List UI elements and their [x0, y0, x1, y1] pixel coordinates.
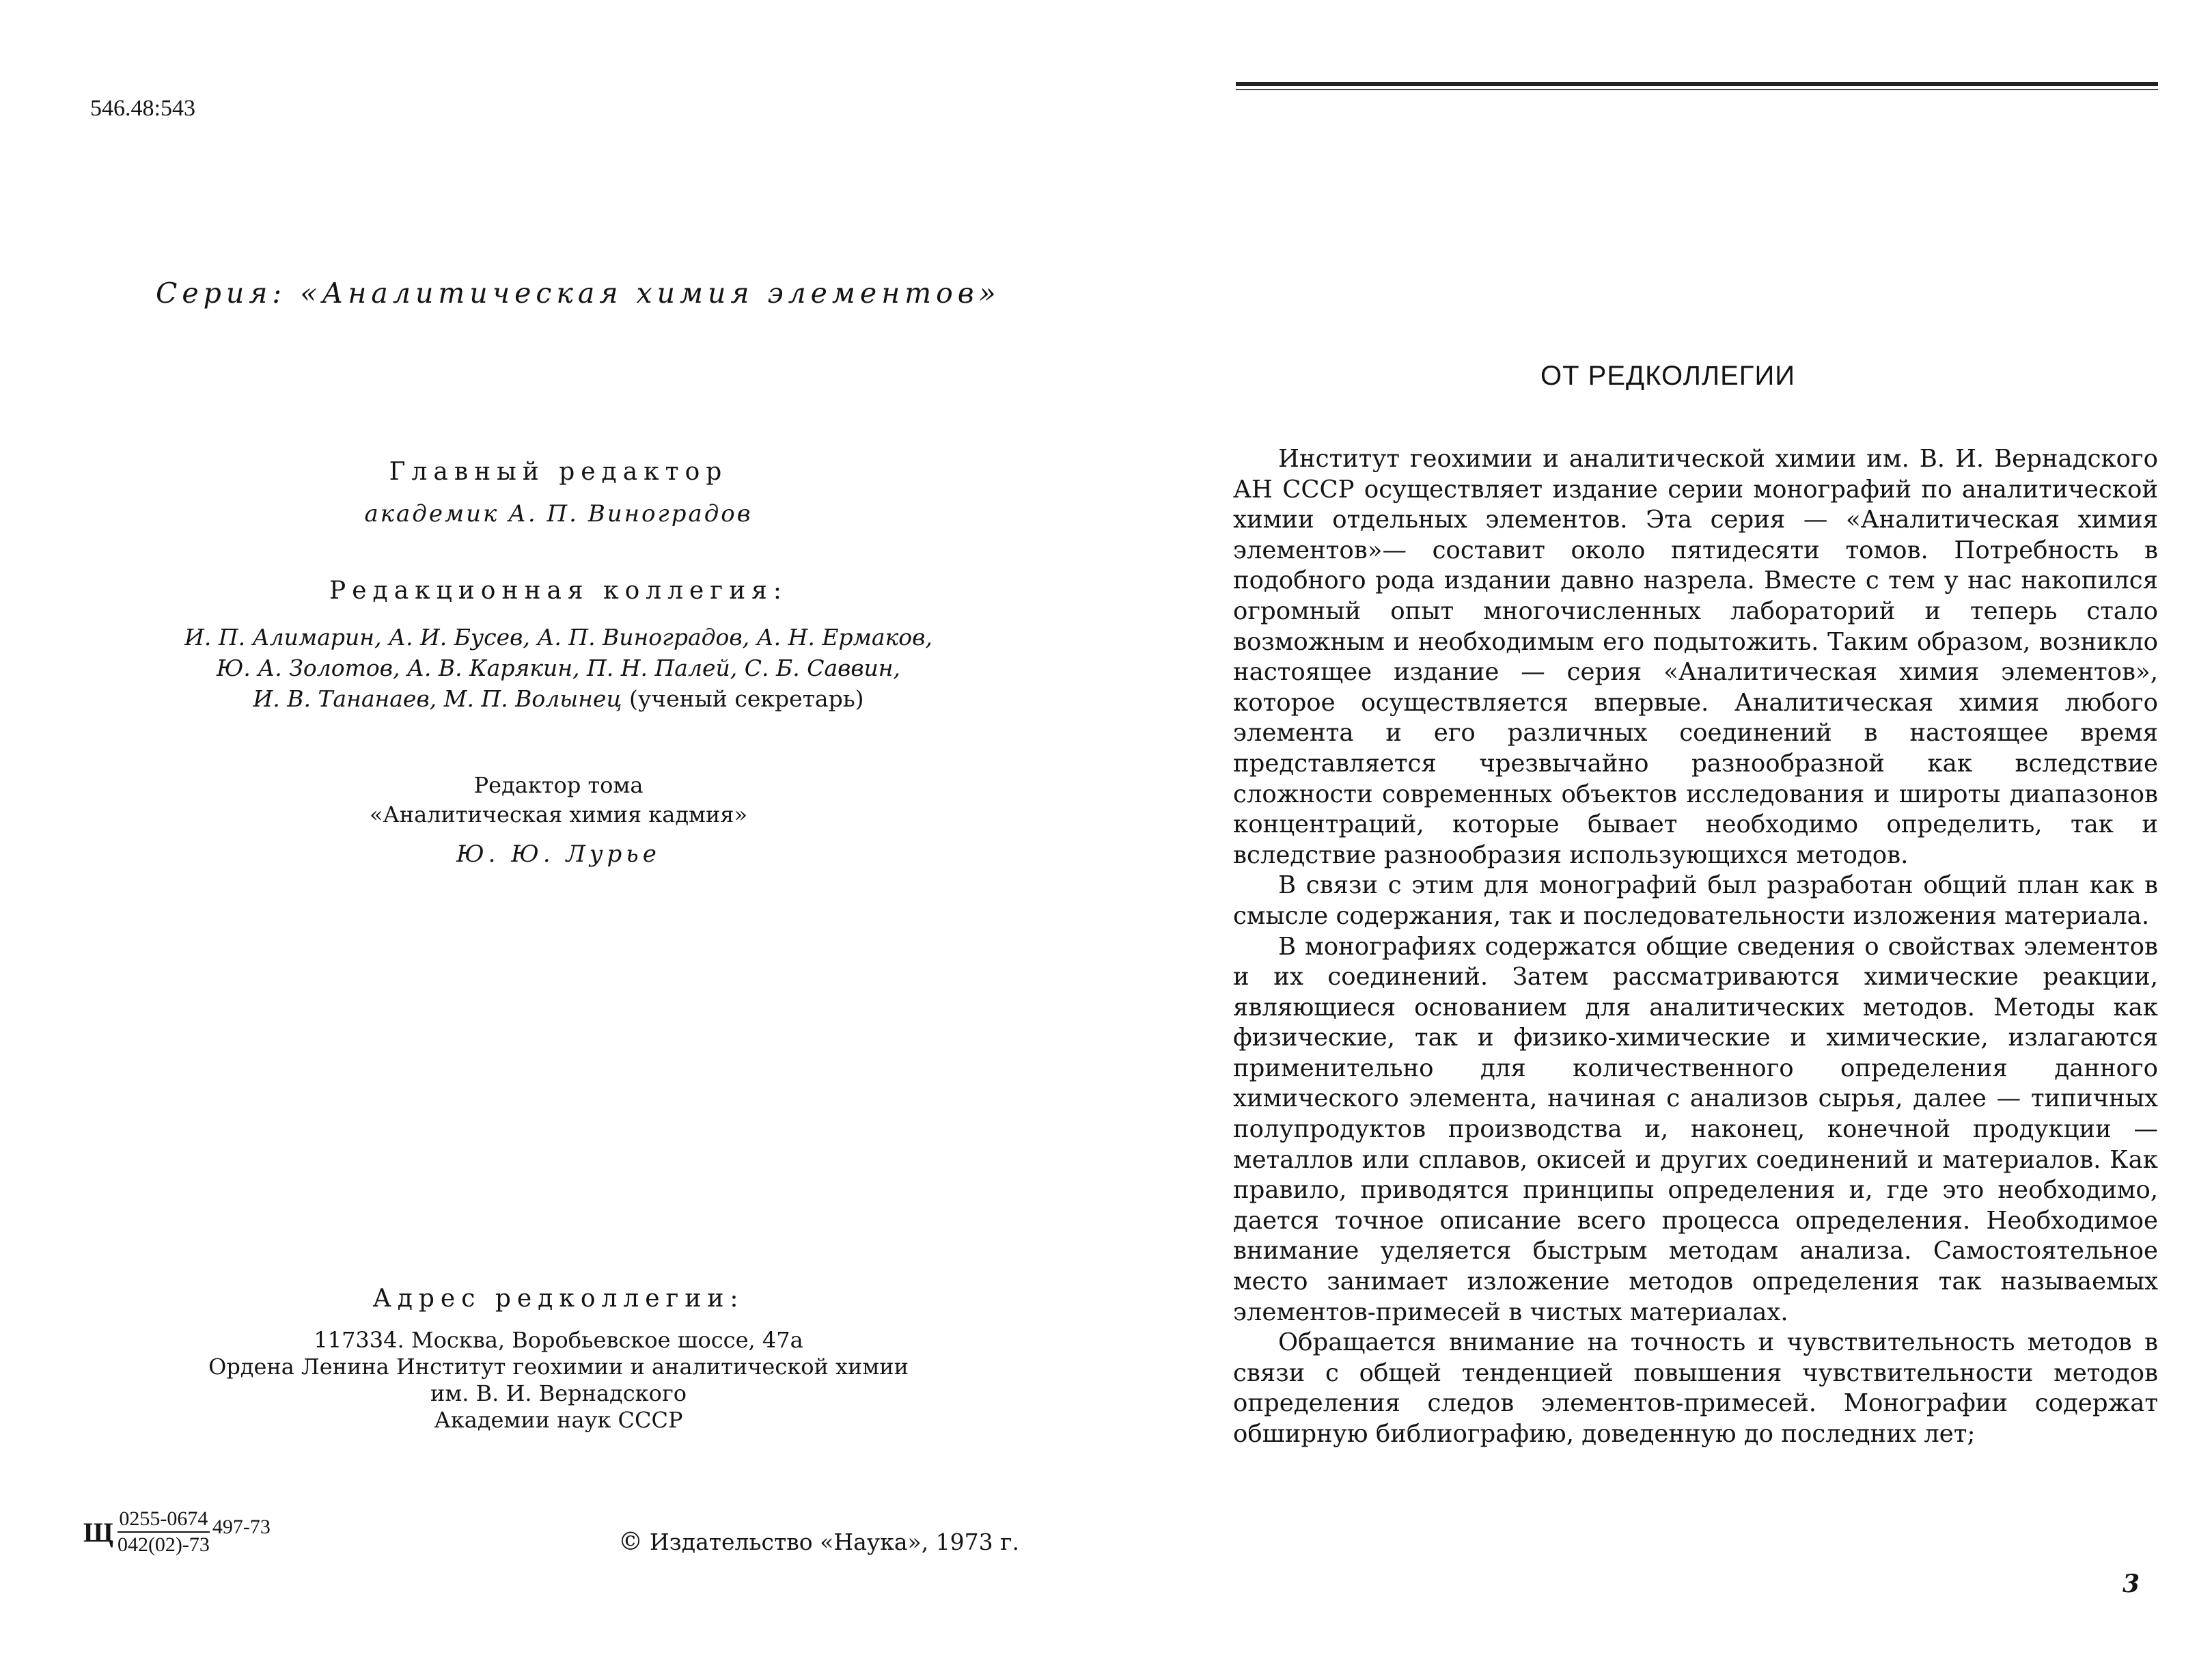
volume-editor-label-line: Редактор тома	[473, 772, 644, 798]
board-secretary-note: (ученый секретарь)	[628, 685, 864, 712]
catalog-suffix: 497-73	[212, 1516, 271, 1538]
address-line: им. В. И. Вернадского	[430, 1380, 687, 1406]
paragraph: Обращается внимание на точность и чувствительность методов в связи с общей тенденцией повышения чувствительности методов определения следов элементов-примесей. Монографии содержат обширную библиографию, доведенную до последних лет;	[1233, 1328, 2158, 1448]
right-page	[1106, 0, 2212, 1655]
volume-editor-name: Ю. Ю. Лурье	[456, 840, 661, 868]
catalog-numerator: 0255-0674	[117, 1507, 210, 1533]
volume-title: «Аналитическая химия кадмия»	[369, 802, 748, 828]
chief-editor-name: академик А. П. Виноградов	[364, 500, 753, 528]
catalog-denominator: 042(02)-73	[117, 1533, 210, 1556]
board-line: Ю. А. Золотов, А. В. Карякин, П. Н. Палей, С. Б. Саввин,	[216, 655, 901, 681]
udc-code: 546.48:543	[90, 96, 195, 121]
address-line: Академии наук СССР	[434, 1407, 683, 1433]
paragraph: В связи с этим для монографий был разработан общий план как в смысле содержания, так и последовательности изложения материала.	[1233, 871, 2158, 930]
copyright-icon: ©	[618, 1528, 643, 1556]
catalog-prefix: Щ	[83, 1516, 113, 1548]
board-line: И. В. Тананаев, М. П. Волынец	[253, 685, 622, 712]
paragraph: Институт геохимии и аналитической химии им. В. И. Вернадского АН СССР осуществляет издание серии монографий по аналитической химии отдельных элементов. Эта серия — «Аналитическая химия элементов»— составит около пятидесяти томов. Потребность в подобного рода издании давно назрела. Вместе с тем у нас накопился огромный опыт многочисленных лабораторий и теперь стало возможным и необходимым его подытожить. Таким образом, возникло настоящее издание — серия «Аналитическая химия элементов», которое осуществляется впервые. Аналитическая химия любого элемента и его различных соединений в настоящее время представляется чрезвычайно разнообразной как вследствие сложности современных объектов исследования и широты диапазонов концентраций, которые бывает необходимо определить, так и вследствие разнообразия использующихся методов.	[1233, 445, 2158, 869]
editorial-board-members	[89, 622, 1028, 714]
volume-editor-label	[89, 771, 1028, 830]
editorial-board-label: Редакционная коллегия:	[329, 577, 788, 605]
address-label: Адрес редколлегии:	[372, 1285, 745, 1313]
board-line: И. П. Алимарин, А. И. Бусев, А. П. Виноградов, А. Н. Ермаков,	[184, 624, 932, 651]
catalog-code	[83, 1507, 271, 1557]
paragraph: В монографиях содержатся общие сведения о свойствах элементов и их соединений. Затем рассматриваются химические реакции, являющиеся основанием для аналитических методов. Методы как физические, так и физико-химические и химические, излагаются применительно для количественного определения данного химического элемента, начиная с анализов сырья, далее — типичных полупродуктов производства и, наконец, конечной продукции — металлов или сплавов, окисей и других соединений и материалов. Как правило, приводятся принципы определения и, где это необходимо, дается точное описание всего процесса определения. Необходимое внимание уделяется быстрым методам анализа. Самостоятельное место занимает изложение методов определения так называемых элементов-примесей в чистых материалах.	[1233, 932, 2158, 1326]
board-line-last	[89, 683, 1028, 714]
body-text	[1233, 444, 2158, 1450]
address-line: 117334. Москва, Воробьевское шоссе, 47а	[314, 1327, 803, 1353]
copyright-text: Издательство «Наука», 1973 г.	[650, 1529, 1019, 1555]
top-rule	[1236, 82, 2158, 86]
address-block	[89, 1327, 1028, 1434]
chief-editor-label: Главный редактор	[389, 458, 728, 486]
address-line: Ордена Ленина Институт геохимии и аналитической химии	[208, 1354, 909, 1380]
page-number: 3	[2123, 1570, 2140, 1598]
series-title: Серия: «Аналитическая химия элементов»	[156, 277, 1001, 310]
catalog-fraction	[117, 1507, 210, 1557]
copyright-line	[618, 1528, 1019, 1556]
page-title: ОТ РЕДКОЛЛЕГИИ	[1540, 361, 1795, 391]
